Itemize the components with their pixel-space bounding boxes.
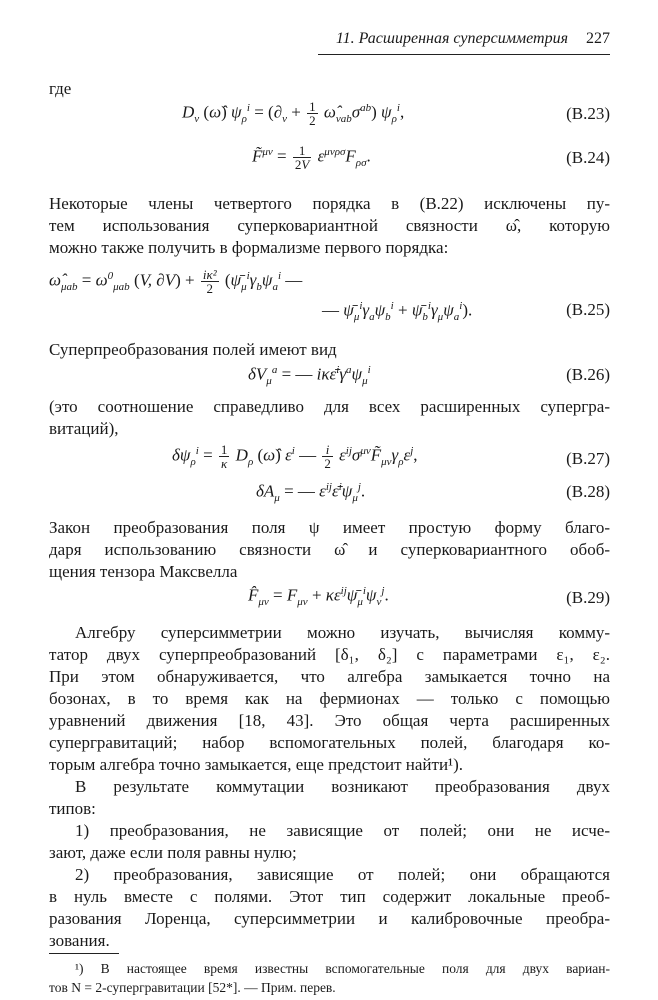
eq-number-b28: (В.28) [566, 482, 610, 501]
paragraph-line: В результате коммутации возникают преобразования двух [75, 777, 610, 796]
paragraph-line: Алгебру суперсимметрии можно изучать, вычисляя комму- [75, 623, 610, 642]
page-number: 227 [586, 30, 610, 47]
paragraph-line: 1) преобразования, не зависящие от полей; они не исче- [75, 821, 610, 840]
paragraph-line: зают, даже если поля равны нулю; [49, 843, 297, 862]
equation-b25-line2: — $\psī_\mu^i\gamma_a\psi_b^i$ + $\psī_b^i\gamma_\mu\psi_a^i$). [322, 300, 473, 324]
paragraph-line: 2) преобразования, зависящие от полей; они обращаются [75, 865, 610, 884]
paragraph-line: При этом обнаруживается, что алгебра замыкается точно на [49, 667, 610, 686]
equation-b28: $\delta A_\mu$ = — $\varepsilon^{ij}\varepsilon̄^i\psi_\mu^j$. [256, 481, 366, 505]
equation-b24: F̃$^{\mu\nu}$ = $\frac{1}{2V}$ $\varepsilon^{\mu\nu\rho\sigma}F_{\rho\sigma}$. [252, 143, 371, 172]
paragraph-line: татор двух суперпреобразований [δ₁, δ₂] с параметрами ε₁, ε₂. [49, 645, 610, 664]
equation-b29: $F̂_{\mu\nu} = F_{\mu\nu}$ + $\kappa\varepsilon^{ij}\psī_\mu^i\psi_\nu^j$. [248, 585, 389, 609]
paragraph-line: разования Лоренца, суперсимметрии и калибровочные преобра- [49, 909, 610, 928]
equation-b27: $\delta\psi_\rho^i$ = $\frac{1}{\kappa}$ $D_\rho$ (ω̂) $\varepsilon^i$ — $\frac{i}{2}$ $\varepsilon^{ij}\sigma^{\mu\nu}F̃_{\mu\nu}\gamma_\rho\varepsilon^j$, [172, 442, 418, 471]
eq-number-b26: (В.26) [566, 365, 610, 384]
paragraph-line: типов: [49, 799, 96, 818]
eq-number-b25: (В.25) [566, 300, 610, 319]
paragraph-line: зования. [49, 931, 110, 950]
chapter-title: 11. Расширенная суперсимметрия [335, 30, 568, 47]
paragraph-line: Суперпреобразования полей имеют вид [49, 340, 337, 359]
eq-number-b23: (В.23) [566, 104, 610, 123]
paragraph-line: в нуль вместе с полями. Этот тип содержит локальные преоб- [49, 887, 610, 906]
paragraph-line: щения тензора Максвелла [49, 562, 238, 581]
paragraph-line: уравнений движения [18, 43]. Это общая черта расширенных [49, 711, 610, 730]
footnote-line: ¹) В настоящее время известны вспомогательные поля для двух вариан- [75, 961, 610, 976]
paragraph-line: бозонах, в то время как на фермионах — только с помощью [49, 689, 610, 708]
paragraph-line: Закон преобразования поля ψ имеет простую форму благо- [49, 518, 610, 537]
paragraph-line: торым алгебра точно замыкается, еще предстоит найти¹). [49, 755, 464, 774]
footnote-line: тов N = 2-супергравитации [52*]. — Прим. перев. [49, 980, 336, 995]
paragraph-line: даря использованию связности ω̂ и суперковариантного обоб- [49, 540, 610, 559]
eq-number-b27: (В.27) [566, 449, 610, 468]
equation-b25-line1: $\omegâ_{\mu ab} = \omega^0_{\mu ab}$ (V, ∂V) + $\frac{\text{iκ²}}{2}$ ($\psī_\mu^i\gamma_b\psi_a^i$ — [49, 267, 303, 296]
eq-number-b29: (В.29) [566, 588, 610, 607]
paragraph-line: (это соотношение справедливо для всех расширенных супергра- [49, 397, 610, 416]
footnote-rule [49, 953, 119, 954]
header-rule [318, 54, 610, 55]
equation-b26: $\delta V_\mu^a$ = — $i\kappa\varepsilon̄^i\gamma^a\psi_\mu^i$ [248, 364, 371, 388]
paragraph-line: тем использования суперковариантной связности ω̂, которую [49, 216, 610, 235]
paragraph-line: Некоторые члены четвертого порядка в (В.22) исключены пу- [49, 194, 610, 213]
text-where: где [49, 79, 72, 98]
equation-b23: $D_\nu$ (ω̂) $\psi_\rho^i = (\partial_\nu$ + $\frac{1}{2}$ $\omegâ_{\nu ab}\sigma^{ab}$) $\psi_\rho^i$, [182, 99, 405, 128]
paragraph-line: супергравитаций; набор вспомогательных полей, благодаря ко- [49, 733, 610, 752]
paragraph-line: можно также получить в формализме первого порядка: [49, 238, 449, 257]
paragraph-line: витаций), [49, 419, 119, 438]
eq-number-b24: (В.24) [566, 148, 610, 167]
